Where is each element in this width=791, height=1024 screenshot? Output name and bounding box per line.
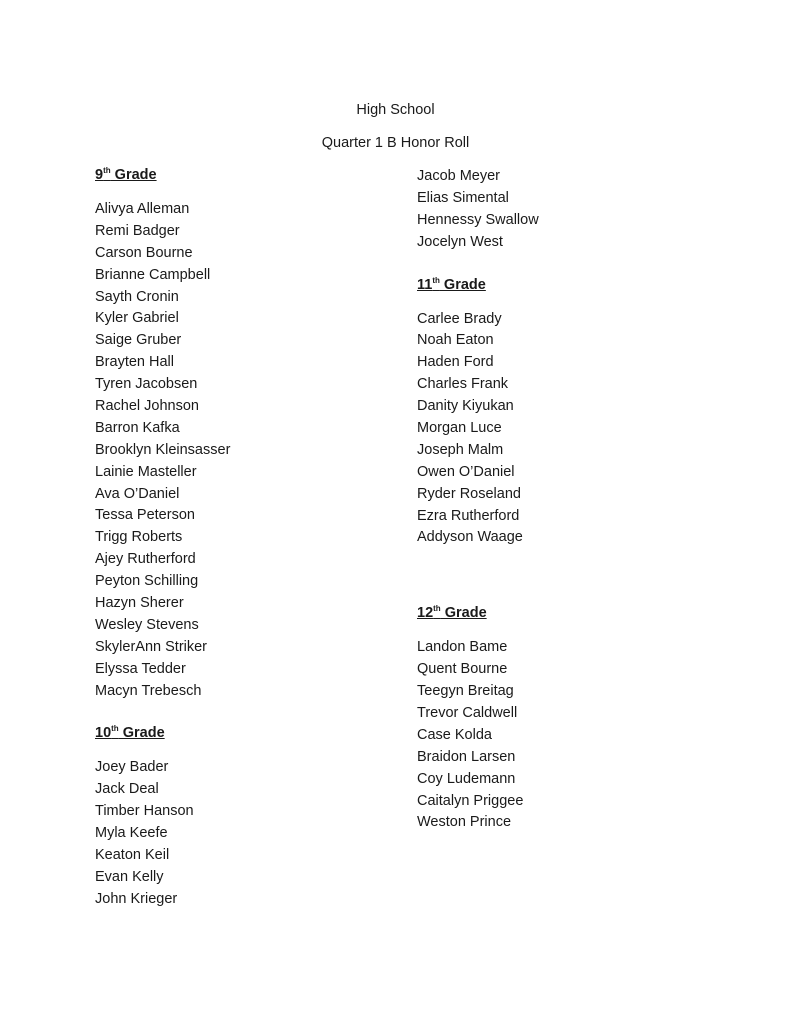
- grade-9-name: Brayten Hall: [95, 354, 174, 371]
- grade-9-name: Elyssa Tedder: [95, 660, 186, 677]
- grade-11-name: Carlee Brady: [417, 310, 502, 327]
- grade-10-name: Keaton Keil: [95, 847, 170, 864]
- grade-10-name: Jacob Meyer: [417, 168, 501, 184]
- grade-11-name: Haden Ford: [417, 354, 494, 371]
- grade-9-name: Tessa Peterson: [95, 507, 195, 524]
- grade-9-name: Carson Bourne: [95, 244, 193, 261]
- grade-10-name: Hennessy Swallow: [417, 211, 539, 228]
- right-column: [417, 166, 539, 834]
- grade-11-name: Morgan Luce: [417, 420, 502, 437]
- grade-11-name: Danity Kiyukan: [417, 398, 514, 415]
- grade-11-name: Ezra Rutherford: [417, 507, 520, 524]
- grade-10-name: Timber Hanson: [95, 803, 194, 820]
- grade-9-name: Tyren Jacobsen: [95, 376, 198, 393]
- grade-9-name: Trigg Roberts: [95, 529, 183, 546]
- grade-11-name: Ryder Roseland: [417, 485, 521, 502]
- grade-9-name: Peyton Schilling: [95, 573, 199, 590]
- grade-12-name: Teegyn Breitag: [417, 683, 514, 700]
- grade-10-name: Myla Keefe: [95, 825, 168, 842]
- grade-9-heading: 9th Grade: [95, 166, 157, 183]
- grade-9-name: Lainie Masteller: [95, 463, 197, 480]
- grade-11-name: Noah Eaton: [417, 332, 494, 349]
- grade-9-name: Brianne Campbell: [95, 266, 211, 283]
- grade-9-name: Alivya Alleman: [95, 201, 190, 217]
- grade-11-name: Joseph Malm: [417, 441, 504, 458]
- grade-9-name: Wesley Stevens: [95, 616, 199, 633]
- grade-9-name: Saige Gruber: [95, 332, 182, 349]
- grade-10-name: Elias Simental: [417, 189, 509, 206]
- grade-9-name: Ajey Rutherford: [95, 551, 196, 568]
- left-column: [95, 166, 230, 911]
- grade-9-name: Remi Badger: [95, 222, 180, 239]
- grade-12-heading: 12th Grade: [417, 604, 487, 622]
- school-title: High School: [356, 102, 435, 118]
- grade-12-name: Case Kolda: [417, 726, 492, 743]
- grade-12-name: Weston Prince: [417, 814, 512, 831]
- grade-11-heading: 11th Grade: [417, 275, 486, 293]
- grade-11-name: Addyson Waage: [417, 529, 523, 546]
- grade-10-name: Jocelyn West: [417, 233, 503, 250]
- grade-9-name: Macyn Trebesch: [95, 682, 202, 699]
- grade-9-name: Sayth Cronin: [95, 288, 179, 305]
- grade-9-name: Rachel Johnson: [95, 398, 199, 415]
- grade-12-name: Landon Bame: [417, 639, 508, 656]
- grade-12-name: Caitalyn Priggee: [417, 792, 524, 809]
- grade-9-name: Brooklyn Kleinsasser: [95, 441, 231, 458]
- grade-10-name: Joey Bader: [95, 759, 169, 776]
- grade-10-heading: 10th Grade: [95, 724, 165, 742]
- grade-11-name: Owen O’Daniel: [417, 463, 515, 480]
- grade-12-name: Coy Ludemann: [417, 770, 516, 787]
- grade-9-name: Hazyn Sherer: [95, 595, 184, 612]
- grade-10-name: Jack Deal: [95, 781, 159, 798]
- grade-12-name: Braidon Larsen: [417, 748, 516, 765]
- grade-9-name: SkylerAnn Striker: [95, 638, 208, 655]
- grade-9-name: Kyler Gabriel: [95, 310, 179, 327]
- grade-10-name: Evan Kelly: [95, 868, 164, 885]
- honor-roll-title: Quarter 1 B Honor Roll: [321, 135, 470, 151]
- grade-10-name: John Krieger: [95, 890, 178, 907]
- grade-11-name: Charles Frank: [417, 376, 509, 393]
- grade-9-name: Ava O’Daniel: [95, 485, 180, 502]
- grade-12-name: Quent Bourne: [417, 661, 508, 678]
- grade-9-name: Barron Kafka: [95, 419, 180, 436]
- grade-12-name: Trevor Caldwell: [417, 705, 518, 722]
